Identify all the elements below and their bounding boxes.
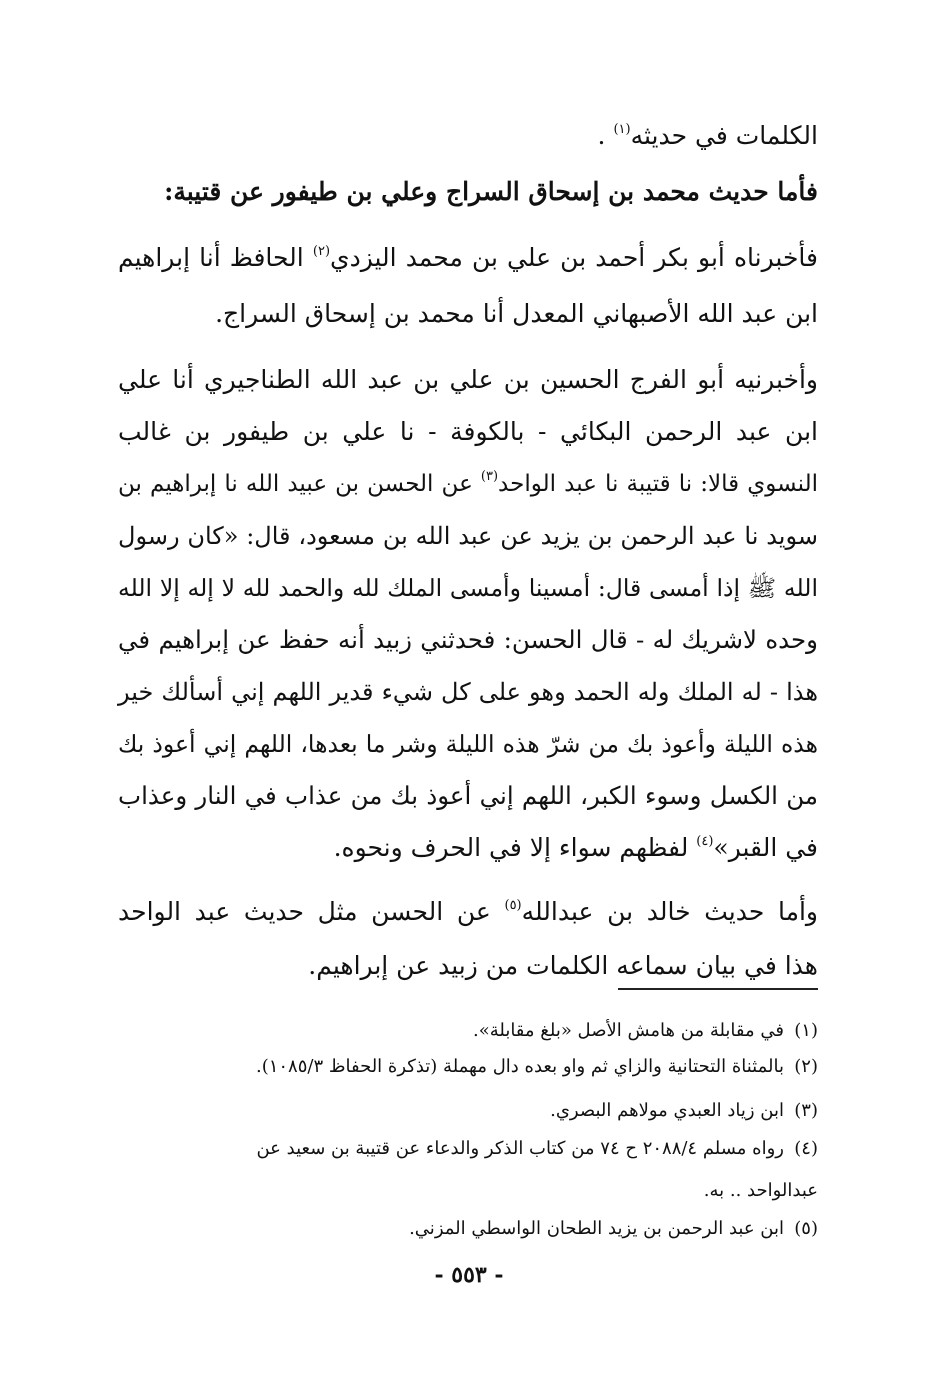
footnote-text: بالمثناة التحتانية والزاي ثم واو بعده دال مهملة (تذكرة الحفاظ ١٠٨٥/٣).	[255, 1056, 784, 1077]
footnote-number: (٢)	[794, 1056, 818, 1077]
footnote-text: ابن زياد العبدي مولاهم البصري.	[550, 1100, 784, 1121]
footnote-marker: (٢)	[312, 244, 331, 259]
text-line: في القبر»$^{(٤)}$ لفظهم سواء إلا في الحرف ونحوه.	[333, 833, 818, 862]
text-line: من الكسل وسوء الكبر، اللهم إني أعوذ بك من عذاب في النار وعذاب	[118, 781, 818, 810]
text-line: سويد نا عبد الرحمن بن يزيد عن عبد الله بن مسعود، قال: «كان رسول	[118, 522, 818, 550]
footnote-number: (٤)	[794, 1138, 818, 1159]
footnote	[118, 1096, 818, 1126]
footnote-text: في مقابلة من هامش الأصل «بلغ مقابلة».	[472, 1020, 784, 1041]
text-line: هذا في بيان سماعه الكلمات من زبيد عن إبراهيم.	[308, 951, 818, 980]
text-line: هذا - له الملك وله الحمد وهو على كل شيء قدير اللهم إني أسألك خير	[118, 678, 818, 706]
footnote-number: (١)	[794, 1020, 818, 1041]
text-line: ابن عبد الرحمن البكائي - بالكوفة - نا علي بن طيفور بن غالب	[118, 417, 818, 446]
footnote	[118, 1214, 818, 1244]
text-line: النسوي قالا: نا قتيبة نا عبد الواحد$^{(٣)}$ عن الحسن بن عبيد الله نا إبراهيم بن	[118, 469, 818, 497]
footnote-text: رواه مسلم ٢٠٨٨/٤ ح ٧٤ من كتاب الذكر والدعاء عن قتيبة بن سعيد عن	[256, 1138, 784, 1159]
text-line: ابن عبد الله الأصبهاني المعدل أنا محمد بن إسحاق السراج.	[215, 299, 818, 328]
footnote	[118, 1134, 818, 1164]
section-heading: فأما حديث محمد بن إسحاق السراج وعلي بن طيفور عن قتيبة:	[164, 177, 818, 206]
footnote-number: (٥)	[794, 1218, 818, 1239]
text-line: الكلمات في حديثه$^{(١)}$ .	[597, 121, 818, 150]
text-line: وأما حديث خالد بن عبدالله$^{(٥)}$ عن الحسن مثل حديث عبد الواحد	[118, 897, 818, 926]
footnote-marker: (١)	[613, 122, 631, 137]
footnote	[118, 1052, 818, 1082]
footnote-marker: (٣)	[480, 469, 499, 484]
footnote-marker: (٥)	[504, 898, 522, 913]
page-number: - ٥٥٣ -	[434, 1262, 504, 1288]
text-line: وأخبرنيه أبو الفرج الحسين بن علي بن عبد الله الطناجيري أنا علي	[118, 365, 818, 394]
footnote-separator	[618, 988, 818, 990]
footnote	[118, 1016, 818, 1046]
text-line: وحده لاشريك له - قال الحسن: فحدثني زبيد أنه حفظ عن إبراهيم في	[118, 625, 818, 654]
footnote-marker: (٤)	[696, 834, 714, 849]
footnote-text: ابن عبد الرحمن بن يزيد الطحان الواسطي المزني.	[409, 1218, 784, 1239]
footnote-number: (٣)	[794, 1100, 818, 1121]
text-line: فأخبرناه أبو بكر أحمد بن علي بن محمد اليزدي$^{(٢)}$ الحافظ أنا إبراهيم	[118, 243, 818, 272]
text-line: الله ﷺ إذا أمسى قال: أمسينا وأمسى الملك لله والحمد لله لا إله إلا الله	[118, 574, 818, 602]
text-line: هذه الليلة وأعوذ بك من شرّ هذه الليلة وشر ما بعدها، اللهم إني أعوذ بك	[118, 730, 818, 758]
footnote-continuation: عبدالواحد .. به.	[703, 1180, 818, 1201]
